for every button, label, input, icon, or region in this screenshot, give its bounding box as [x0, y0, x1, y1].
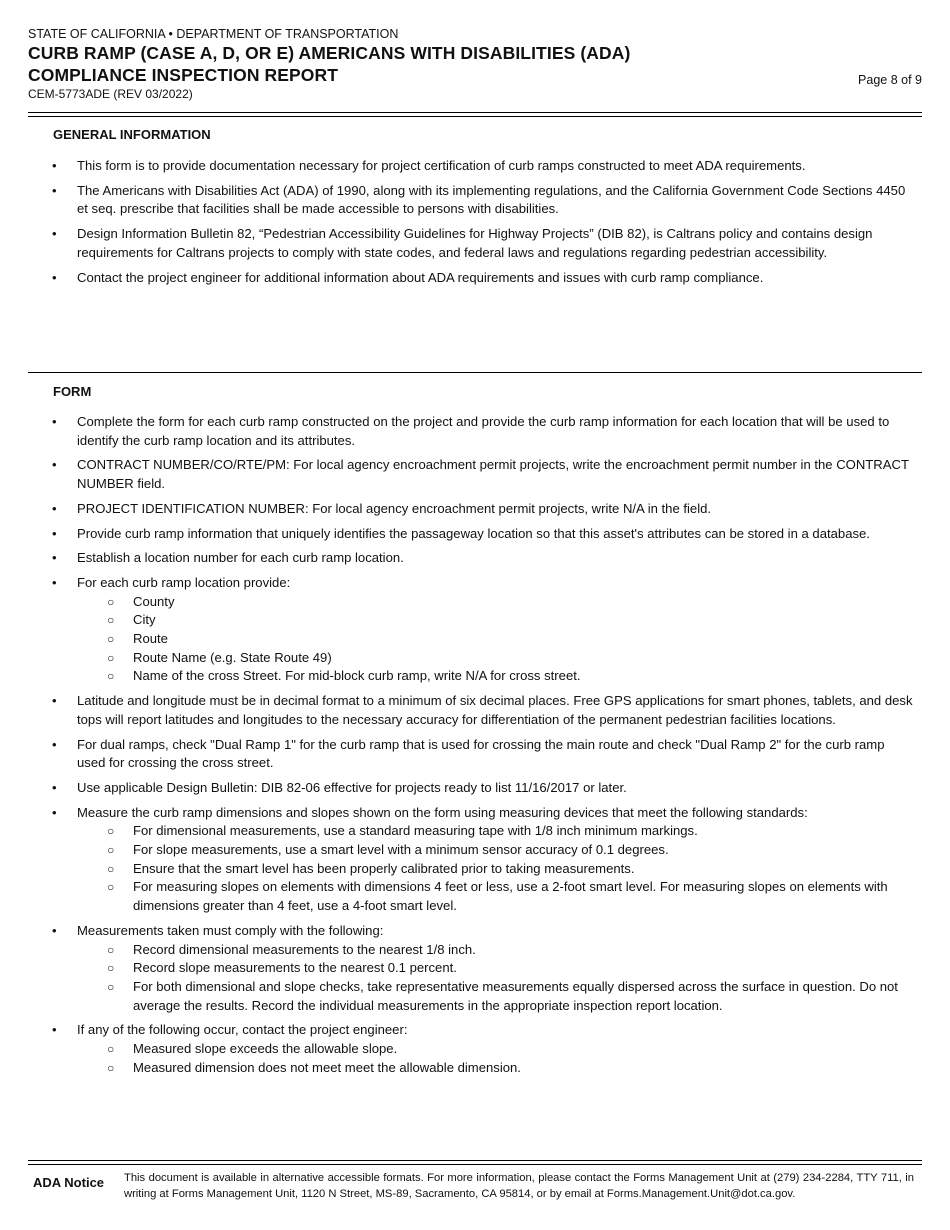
- sub-list-item: [77, 1059, 916, 1078]
- list-item-text: Establish a location number for each curb ramp location.: [77, 550, 404, 566]
- list-item-text: Use applicable Design Bulletin: DIB 82-06 effective for projects ready to list 11/16/2017 or later.: [77, 779, 627, 795]
- sub-list-item: [77, 630, 916, 649]
- circle-bullet-icon: ○: [107, 1042, 115, 1057]
- list-item: [50, 804, 916, 916]
- sub-list-item-text: Ensure that the smart level has been properly calibrated prior to taking measurements.: [133, 860, 635, 876]
- bullet-icon: •: [52, 574, 57, 590]
- list-item-text: If any of the following occur, contact the project engineer:: [77, 1022, 408, 1038]
- footer-rule-bottom: [28, 1164, 922, 1165]
- sub-list-item: [77, 1040, 916, 1059]
- agency-line: STATE OF CALIFORNIA • DEPARTMENT OF TRANSPORTATION: [28, 27, 399, 41]
- sub-list-item: [77, 941, 916, 960]
- list-item-text: Contact the project engineer for additional information about ADA requirements and issues with curb ramp compliance.: [77, 269, 764, 285]
- sub-list-item: [77, 841, 916, 860]
- bullet-icon: •: [52, 922, 57, 938]
- sub-list-item-text: Route: [133, 631, 168, 647]
- bullet-icon: •: [52, 1022, 57, 1038]
- circle-bullet-icon: ○: [107, 961, 115, 976]
- list-item: [50, 1021, 916, 1077]
- sub-list-item-text: Record slope measurements to the nearest 0.1 percent.: [133, 960, 457, 976]
- sub-list: [77, 1040, 916, 1077]
- bullet-icon: •: [52, 182, 57, 198]
- circle-bullet-icon: ○: [107, 650, 115, 665]
- bullet-icon: •: [52, 693, 57, 709]
- list-item: [50, 269, 916, 288]
- list-item: [50, 549, 916, 568]
- sub-list-item: [77, 860, 916, 879]
- circle-bullet-icon: ○: [107, 613, 115, 628]
- header-rule-bottom: [28, 116, 922, 117]
- bullet-icon: •: [52, 500, 57, 516]
- sub-list-item-text: For measuring slopes on elements with dimensions 4 feet or less, use a 2-foot smart level. For measuring slopes on elements with dimensions greater than 4 feet, use a 4-foot smart level.: [133, 879, 888, 914]
- circle-bullet-icon: ○: [107, 1060, 115, 1075]
- form-number: CEM-5773ADE (REV 03/2022): [28, 87, 193, 101]
- list-item-text: Measurements taken must comply with the following:: [77, 922, 384, 938]
- bullet-icon: •: [52, 736, 57, 752]
- list-item: [50, 779, 916, 798]
- bullet-icon: •: [52, 158, 57, 173]
- general-information-list: [50, 157, 916, 293]
- sub-list-item-text: Measured slope exceeds the allowable slope.: [133, 1041, 398, 1057]
- list-item-text: This form is to provide documentation necessary for project certification of curb ramps constructed to meet ADA requirements.: [77, 158, 806, 173]
- sub-list-item: [77, 878, 916, 915]
- list-item-text: For each curb ramp location provide:: [77, 574, 291, 590]
- circle-bullet-icon: ○: [107, 880, 115, 895]
- list-item: [50, 922, 916, 1016]
- list-item: [50, 525, 916, 544]
- bullet-icon: •: [52, 779, 57, 795]
- sub-list-item-text: Measured dimension does not meet meet the allowable dimension.: [133, 1059, 521, 1075]
- bullet-icon: •: [52, 457, 57, 473]
- list-item: [50, 500, 916, 519]
- list-item-text: Measure the curb ramp dimensions and slopes shown on the form using measuring devices that meet the following standards:: [77, 804, 808, 820]
- footer-rule-top: [28, 1160, 922, 1161]
- list-item: [50, 574, 916, 686]
- section-divider: [28, 372, 922, 373]
- sub-list-item-text: Name of the cross Street. For mid-block curb ramp, write N/A for cross street.: [133, 668, 581, 684]
- sub-list: [77, 822, 916, 916]
- bullet-icon: •: [52, 226, 57, 242]
- page-indicator: Page 8 of 9: [858, 73, 922, 87]
- sub-list-item: [77, 822, 916, 841]
- list-item-text: For dual ramps, check "Dual Ramp 1" for the curb ramp that is used for crossing the main route and check "Dual Ramp 2" for the curb ramp used for crossing the cross street.: [77, 736, 885, 771]
- circle-bullet-icon: ○: [107, 824, 115, 839]
- circle-bullet-icon: ○: [107, 669, 115, 684]
- title-line-2: COMPLIANCE INSPECTION REPORT: [28, 65, 339, 85]
- circle-bullet-icon: ○: [107, 861, 115, 876]
- sub-list-item: [77, 667, 916, 686]
- form-heading: FORM: [53, 384, 92, 399]
- list-item: [50, 157, 916, 176]
- header-rule-top: [28, 112, 922, 113]
- sub-list-item: [77, 959, 916, 978]
- list-item-text: Design Information Bulletin 82, “Pedestrian Accessibility Guidelines for Highway Projects” (DIB 82), is Caltrans policy and contains design requirements for Caltrans projects to comply with state codes, and federal laws and regulations regarding pedestrian accessibility.: [77, 226, 873, 260]
- bullet-icon: •: [52, 525, 57, 541]
- sub-list: [77, 593, 916, 687]
- list-item: [50, 225, 916, 262]
- ada-notice-label: ADA Notice: [33, 1175, 105, 1190]
- form-instructions-list: [50, 413, 916, 1084]
- sub-list-item-text: County: [133, 593, 175, 609]
- sub-list-item: [77, 978, 916, 1015]
- list-item: [50, 456, 916, 493]
- list-item-text: CONTRACT NUMBER/CO/RTE/PM: For local agency encroachment permit projects, write the encroachment permit number in the CONTRACT NUMBER field.: [77, 457, 909, 492]
- sub-list-item-text: For both dimensional and slope checks, take representative measurements equally dispersed across the surface in question. Do not average the results. Record the individual measurements in the appropriate inspection report location.: [133, 978, 898, 1013]
- list-item: [50, 413, 916, 450]
- ada-notice-text: This document is available in alternative accessible formats. For more information, please contact the Forms Management Unit at (279) 234-2284, TTY 711, in writing at Forms Management Unit, 1120 N Street, MS-89, Sacramento, CA 95814, or by email at Forms.Management.Unit@dot.ca.gov.: [124, 1172, 914, 1200]
- sub-list-item-text: For slope measurements, use a smart level with a minimum sensor accuracy of 0.1 degrees.: [133, 842, 669, 858]
- circle-bullet-icon: ○: [107, 632, 115, 647]
- title-line-1: CURB RAMP (CASE A, D, OR E) AMERICANS WITH DISABILITIES (ADA): [28, 43, 631, 63]
- bullet-icon: •: [52, 414, 57, 429]
- sub-list-item: [77, 593, 916, 612]
- list-item: [50, 736, 916, 773]
- sub-list-item: [77, 611, 916, 630]
- bullet-icon: •: [52, 269, 57, 285]
- sub-list-item: [77, 649, 916, 668]
- sub-list-item-text: Record dimensional measurements to the nearest 1/8 inch.: [133, 941, 476, 957]
- sub-list-item-text: For dimensional measurements, use a standard measuring tape with 1/8 inch minimum markings.: [133, 823, 698, 839]
- list-item-text: PROJECT IDENTIFICATION NUMBER: For local agency encroachment permit projects, write N/A in the field.: [77, 500, 712, 516]
- list-item: [50, 182, 916, 219]
- sub-list: [77, 941, 916, 1016]
- circle-bullet-icon: ○: [107, 843, 115, 858]
- circle-bullet-icon: ○: [107, 594, 115, 609]
- bullet-icon: •: [52, 550, 57, 566]
- document-title: [28, 42, 630, 86]
- circle-bullet-icon: ○: [107, 979, 115, 994]
- list-item-text: Latitude and longitude must be in decimal format to a minimum of six decimal places. Free GPS applications for smart phones, tablets, and desk tops will report latitudes and longitudes to the necessary accuracy for differentiation of the permanent pedestrian facilities locations.: [77, 693, 913, 727]
- list-item-text: Complete the form for each curb ramp constructed on the project and provide the curb ramp information for each location that will be used to identify the curb ramp location and its attributes.: [77, 414, 890, 448]
- circle-bullet-icon: ○: [107, 942, 115, 957]
- bullet-icon: •: [52, 804, 57, 820]
- general-information-heading: GENERAL INFORMATION: [53, 127, 211, 142]
- sub-list-item-text: Route Name (e.g. State Route 49): [133, 649, 332, 665]
- list-item: [50, 692, 916, 729]
- list-item-text: Provide curb ramp information that uniquely identifies the passageway location so that this asset's attributes can be stored in a database.: [77, 525, 870, 541]
- list-item-text: The Americans with Disabilities Act (ADA) of 1990, along with its implementing regulations, and the California Government Code Sections 4450 et seq. prescribe that facilities shall be made accessible to persons with disabilities.: [77, 182, 906, 217]
- sub-list-item-text: City: [133, 612, 156, 628]
